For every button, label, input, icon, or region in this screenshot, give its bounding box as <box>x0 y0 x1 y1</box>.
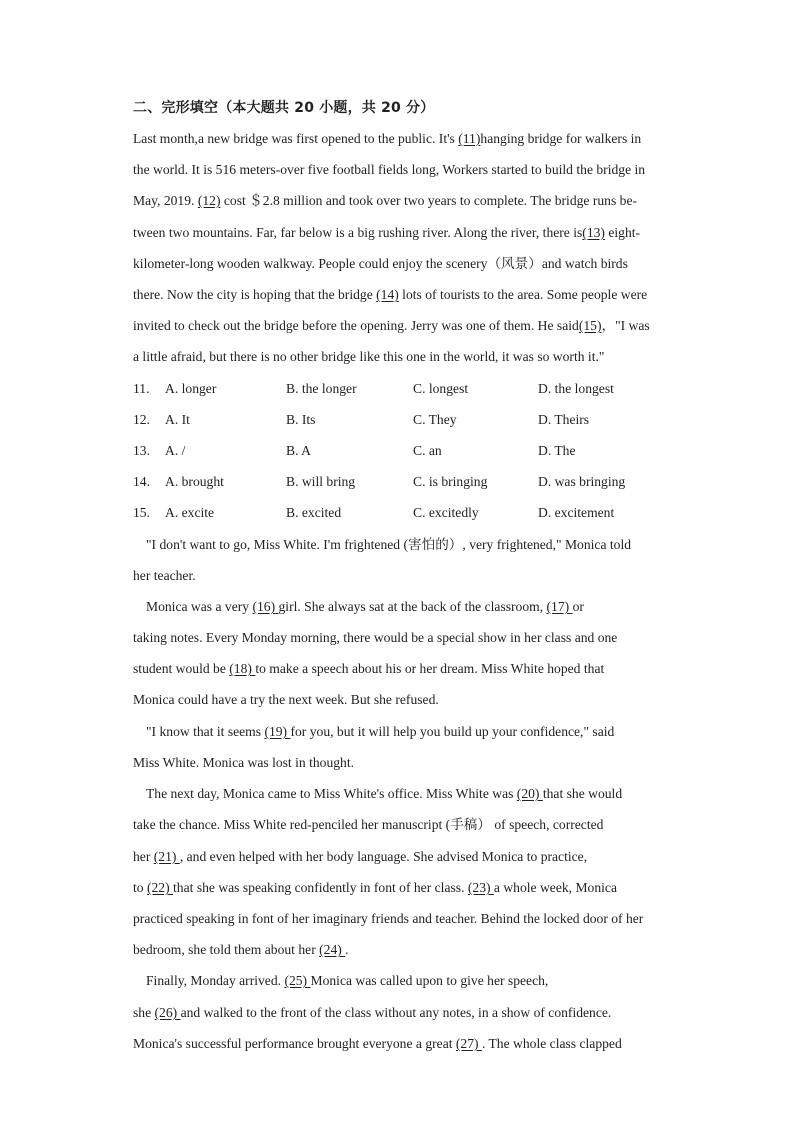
passage2-line: Monica could have a try the next week. But she refused. <box>133 692 439 707</box>
option-b: B. A <box>286 443 311 458</box>
blank-15: (15) <box>578 318 602 333</box>
passage2-line: bedroom, she told them about her (24) . <box>133 942 349 957</box>
option-b: B. will bring <box>286 474 356 489</box>
blank-16: (16) <box>252 599 279 614</box>
option-d: D. excitement <box>538 505 615 520</box>
option-a: A. brought <box>165 474 224 489</box>
blank-14: (14) <box>376 287 399 302</box>
blank-25: (25) <box>284 973 311 988</box>
passage2-line: student would be (18) to make a speech about his or her dream. Miss White hoped that <box>133 661 605 676</box>
blank-21: (21) <box>153 849 180 864</box>
passage2-line: "I don't want to go, Miss White. I'm frightened (害怕的）, very frightened," Monica told <box>146 537 632 552</box>
option-b: B. the longer <box>286 381 357 396</box>
option-a: A. It <box>165 412 190 427</box>
passage1-line: tween two mountains. Far, far below is a big rushing river. Along the river, there is(13) eight- <box>133 225 641 240</box>
option-c: C. is bringing <box>413 474 488 489</box>
blank-23: (23) <box>467 880 494 895</box>
blank-13: (13) <box>582 225 605 240</box>
passage2-line: Finally, Monday arrived. (25) Monica was called upon to give her speech, <box>146 973 549 988</box>
question-number: 11. <box>133 381 150 396</box>
blank-26: (26) <box>154 1005 181 1020</box>
option-d: D. was bringing <box>538 474 626 489</box>
option-d: D. The <box>538 443 576 458</box>
passage2-line: taking notes. Every Monday morning, there would be a special show in her class and one <box>133 630 618 645</box>
option-a: A. longer <box>165 381 217 396</box>
section-heading: 二、完形填空（本大题共 20 小题，共 20 分） <box>133 100 435 116</box>
passage1-line: kilometer-long wooden walkway. People could enjoy the scenery（风景）and watch birds <box>133 256 628 271</box>
blank-17: (17) <box>546 599 573 614</box>
passage2-line: she (26) and walked to the front of the class without any notes, in a show of confidence. <box>133 1005 612 1020</box>
question-number: 15. <box>133 505 150 520</box>
option-d: D. Theirs <box>538 412 590 427</box>
passage1-line: May, 2019. (12) cost ＄2.8 million and took over two years to complete. The bridge runs be- <box>133 193 638 208</box>
blank-11: (11) <box>458 131 481 146</box>
passage1-line: invited to check out the bridge before the opening. Jerry was one of them. He said(15)，"I was <box>133 318 650 333</box>
option-c: C. They <box>413 412 457 427</box>
question-number: 14. <box>133 474 150 489</box>
option-a: A. / <box>165 443 186 458</box>
option-a: A. excite <box>165 505 215 520</box>
passage2-line: Monica's successful performance brought everyone a great (27) . The whole class clapped <box>133 1036 622 1051</box>
option-c: C. longest <box>413 381 469 396</box>
passage2-line: "I know that it seems (19) for you, but it will help you build up your confidence," said <box>146 724 615 739</box>
blank-19: (19) <box>264 724 291 739</box>
blank-27: (27) <box>455 1036 482 1051</box>
blank-22: (22) <box>146 880 174 895</box>
passage1-line: a little afraid, but there is no other bridge like this one in the world, it was so worth it." <box>133 349 605 364</box>
blank-24: (24) <box>319 942 346 957</box>
passage2-line: practiced speaking in font of her imaginary friends and teacher. Behind the locked door of her <box>133 911 644 926</box>
option-b: B. Its <box>286 412 316 427</box>
passage2-line: Monica was a very (16) girl. She always sat at the back of the classroom, (17) or <box>146 599 584 614</box>
passage2-line: her (21) , and even helped with her body language. She advised Monica to practice, <box>133 849 588 864</box>
option-d: D. the longest <box>538 381 614 396</box>
passage1-line: there. Now the city is hoping that the bridge (14) lots of tourists to the area. Some people were <box>133 287 648 302</box>
passage1-line: Last month,a new bridge was first opened to the public. It's (11)hanging bridge for walkers in <box>133 131 642 146</box>
passage2-line: Miss White. Monica was lost in thought. <box>133 755 355 770</box>
passage2-line: to (22) that she was speaking confidently in font of her class. (23) a whole week, Monica <box>133 880 617 895</box>
passage2-line: take the chance. Miss White red-penciled her manuscript (手稿） of speech, corrected <box>133 817 604 832</box>
question-number: 13. <box>133 443 150 458</box>
option-c: C. an <box>413 443 442 458</box>
blank-20: (20) <box>516 786 543 801</box>
option-c: C. excitedly <box>413 505 479 520</box>
option-b: B. excited <box>286 505 342 520</box>
passage2-line: The next day, Monica came to Miss White's office. Miss White was (20) that she would <box>146 786 623 801</box>
blank-12: (12) <box>197 193 221 208</box>
passage2-line: her teacher. <box>133 568 196 583</box>
question-number: 12. <box>133 412 150 427</box>
passage1-line: the world. It is 516 meters-over five football fields long, Workers started to build the bridge in <box>133 162 646 177</box>
blank-18: (18) <box>229 661 256 676</box>
